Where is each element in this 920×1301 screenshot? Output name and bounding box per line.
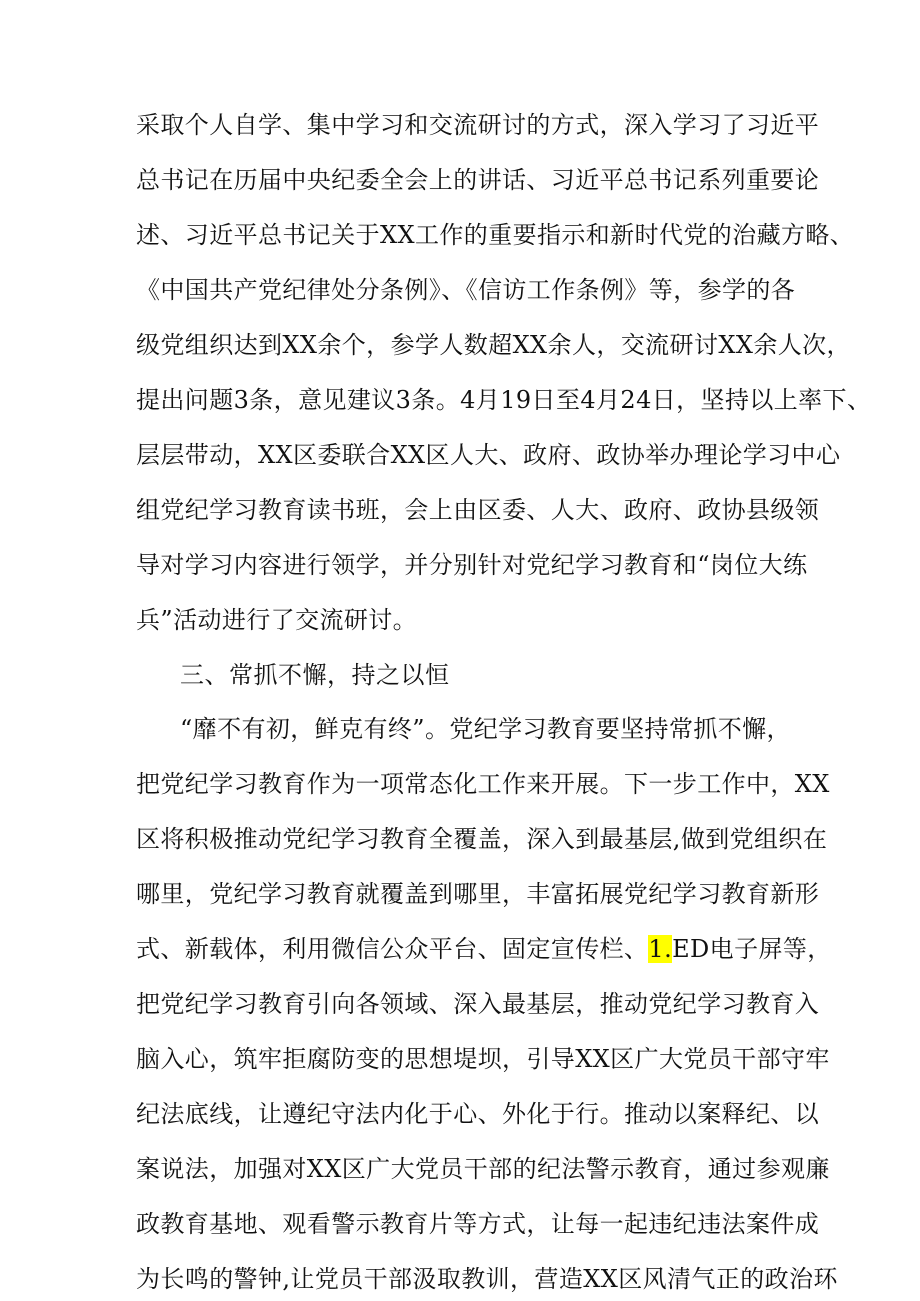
paragraph-line: 导对学习内容进行领学，并分别针对党纪学习教育和“岗位大练 bbox=[136, 551, 808, 579]
paragraph-line: 提出问题3条，意见建议3条。4月19日至4月24日，坚持以上率下、 bbox=[136, 386, 872, 414]
line-text-before: 式、新载体，利用微信公众平台、固定宣传栏、 bbox=[136, 935, 649, 963]
paragraph-line: 级党组织达到XX余个，参学人数超XX余人，交流研讨XX余人次， bbox=[136, 331, 851, 359]
paragraph-line: 兵”活动进行了交流研讨。 bbox=[136, 606, 418, 634]
paragraph-line: 组党纪学习教育读书班，会上由区委、人大、政府、政协县级领 bbox=[136, 496, 820, 524]
paragraph-line: 政教育基地、观看警示教育片等方式，让每一起违纪违法案件成 bbox=[136, 1210, 820, 1238]
paragraph-line: 采取个人自学、集中学习和交流研讨的方式，深入学习了习近平 bbox=[136, 111, 820, 139]
paragraph-line: 纪法底线，让遵纪守法内化于心、外化于行。推动以案释纪、以 bbox=[136, 1100, 820, 1128]
paragraph-line: “靡不有初，鲜克有终”。党纪学习教育要坚持常抓不懈， bbox=[180, 715, 791, 743]
paragraph-line: 区将积极推动党纪学习教育全覆盖，深入到最基层,做到党组织在 bbox=[136, 825, 828, 853]
line-text-after: ED电子屏等， bbox=[672, 935, 832, 963]
paragraph-line: 哪里，党纪学习教育就覆盖到哪里，丰富拓展党纪学习教育新形 bbox=[136, 880, 820, 908]
paragraph-line: 述、习近平总书记关于XX工作的重要指示和新时代党的治藏方略、 bbox=[136, 221, 855, 249]
paragraph-line: 把党纪学习教育作为一项常态化工作来开展。下一步工作中，XX bbox=[136, 770, 830, 798]
paragraph-line: 层层带动，XX区委联合XX区人大、政府、政协举办理论学习中心 bbox=[136, 441, 841, 469]
paragraph-line: 脑入心，筑牢拒腐防变的思想堤坝，引导XX区广大党员干部守牢 bbox=[136, 1045, 830, 1073]
highlighted-text: 1. bbox=[648, 935, 673, 963]
highlighted-paragraph-line bbox=[136, 932, 832, 966]
paragraph-line: 案说法，加强对XX区广大党员干部的纪法警示教育，通过参观廉 bbox=[136, 1155, 830, 1183]
paragraph-line: 总书记在历届中央纪委全会上的讲话、习近平总书记系列重要论 bbox=[136, 166, 820, 194]
section-heading: 三、常抓不懈，持之以恒 bbox=[180, 661, 450, 689]
paragraph-line: 《中国共产党纪律处分条例》、《信访工作条例》等，参学的各 bbox=[136, 276, 796, 304]
paragraph-line: 为长鸣的警钟,让党员干部汲取教训，营造XX区风清气正的政治环 bbox=[136, 1265, 838, 1293]
paragraph-line: 把党纪学习教育引向各领域、深入最基层，推动党纪学习教育入 bbox=[136, 990, 820, 1018]
